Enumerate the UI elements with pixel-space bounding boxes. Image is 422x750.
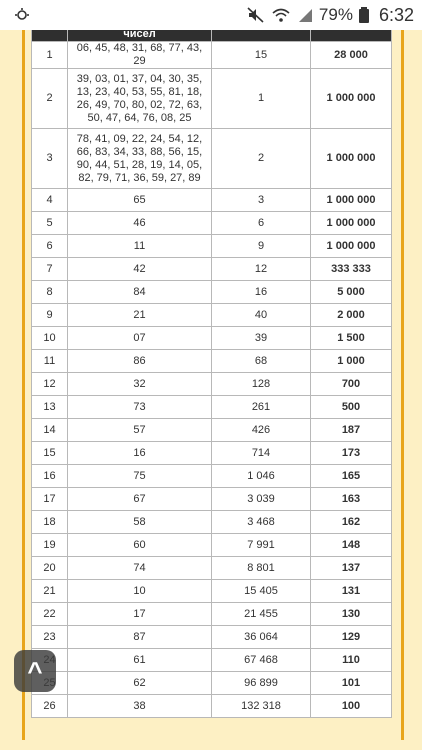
winners-cell: 36 064 — [212, 626, 311, 649]
scroll-to-top-button[interactable] — [14, 650, 56, 692]
numbers-cell: 06, 45, 48, 31, 68, 77, 43, 29 — [68, 42, 212, 69]
row-number-cell: 9 — [32, 304, 68, 327]
table-row — [32, 189, 392, 212]
winners-cell: 2 — [212, 129, 311, 189]
prize-cell: 129 — [311, 626, 392, 649]
table-row — [32, 649, 392, 672]
numbers-cell: 86 — [68, 350, 212, 373]
winners-cell: 8 801 — [212, 557, 311, 580]
row-number-cell: 14 — [32, 419, 68, 442]
numbers-cell: 73 — [68, 396, 212, 419]
prize-cell: 1 500 — [311, 327, 392, 350]
row-number-cell: 17 — [32, 488, 68, 511]
prize-cell: 1 000 — [311, 350, 392, 373]
prize-cell: 28 000 — [311, 42, 392, 69]
numbers-cell: 58 — [68, 511, 212, 534]
table-row — [32, 42, 392, 69]
table-row — [32, 511, 392, 534]
prize-cell: 148 — [311, 534, 392, 557]
header-cell-number — [32, 30, 68, 42]
signal-icon — [297, 7, 313, 23]
prize-cell: 5 000 — [311, 281, 392, 304]
table-row — [32, 419, 392, 442]
row-number-cell: 23 — [32, 626, 68, 649]
row-number-cell: 1 — [32, 42, 68, 69]
row-number-cell: 13 — [32, 396, 68, 419]
prize-cell: 130 — [311, 603, 392, 626]
winners-cell: 426 — [212, 419, 311, 442]
results-table — [31, 30, 392, 718]
numbers-cell: 61 — [68, 649, 212, 672]
table-row — [32, 557, 392, 580]
table-row — [32, 327, 392, 350]
row-number-cell: 10 — [32, 327, 68, 350]
numbers-cell: 38 — [68, 695, 212, 718]
numbers-cell: 39, 03, 01, 37, 04, 30, 35, 13, 23, 40, 53, 55, 81, 18, 26, 49, 70, 80, 02, 72, 63, 50, 47, 64, 76, 08, 25 — [68, 69, 212, 129]
prize-cell: 1 000 000 — [311, 212, 392, 235]
table-row — [32, 672, 392, 695]
table-body — [32, 42, 392, 718]
prize-cell: 1 000 000 — [311, 235, 392, 258]
numbers-cell: 42 — [68, 258, 212, 281]
row-number-cell: 18 — [32, 511, 68, 534]
numbers-cell: 21 — [68, 304, 212, 327]
table-row — [32, 373, 392, 396]
header-cell-numbers: чисел — [68, 30, 212, 42]
winners-cell: 1 046 — [212, 465, 311, 488]
numbers-cell: 84 — [68, 281, 212, 304]
row-number-cell: 26 — [32, 695, 68, 718]
header-cell-winners — [212, 30, 311, 42]
prize-cell: 700 — [311, 373, 392, 396]
winners-cell: 1 — [212, 69, 311, 129]
prize-cell: 1 000 000 — [311, 189, 392, 212]
numbers-cell: 60 — [68, 534, 212, 557]
winners-cell: 3 468 — [212, 511, 311, 534]
winners-cell: 714 — [212, 442, 311, 465]
table-row — [32, 281, 392, 304]
numbers-cell: 16 — [68, 442, 212, 465]
row-number-cell: 22 — [32, 603, 68, 626]
table-row — [32, 488, 392, 511]
page-content[interactable] — [0, 30, 422, 750]
row-number-cell: 7 — [32, 258, 68, 281]
row-number-cell: 15 — [32, 442, 68, 465]
table-row — [32, 465, 392, 488]
prize-cell: 500 — [311, 396, 392, 419]
prize-cell: 165 — [311, 465, 392, 488]
numbers-cell: 74 — [68, 557, 212, 580]
numbers-cell: 07 — [68, 327, 212, 350]
table-row — [32, 580, 392, 603]
numbers-cell: 87 — [68, 626, 212, 649]
winners-cell: 3 039 — [212, 488, 311, 511]
clock: 6:32 — [378, 4, 414, 25]
wifi-icon — [271, 7, 291, 23]
winners-cell: 96 899 — [212, 672, 311, 695]
numbers-cell: 67 — [68, 488, 212, 511]
winners-cell: 16 — [212, 281, 311, 304]
table-row — [32, 235, 392, 258]
numbers-cell: 17 — [68, 603, 212, 626]
numbers-cell: 78, 41, 09, 22, 24, 54, 12, 66, 83, 34, 33, 88, 56, 15, 90, 44, 51, 28, 19, 14, 05, 82, 79, 71, 36, 59, 27, 89 — [68, 129, 212, 189]
header-cell-prize — [311, 30, 392, 42]
row-number-cell: 12 — [32, 373, 68, 396]
winners-cell: 261 — [212, 396, 311, 419]
numbers-cell: 57 — [68, 419, 212, 442]
prize-cell: 173 — [311, 442, 392, 465]
row-number-cell: 11 — [32, 350, 68, 373]
prize-cell: 333 333 — [311, 258, 392, 281]
table-row — [32, 212, 392, 235]
prize-cell: 2 000 — [311, 304, 392, 327]
table-row — [32, 258, 392, 281]
row-number-cell: 2 — [32, 69, 68, 129]
numbers-cell: 65 — [68, 189, 212, 212]
battery-percent: 79% — [318, 5, 353, 24]
winners-cell: 40 — [212, 304, 311, 327]
winners-cell: 39 — [212, 327, 311, 350]
numbers-cell: 75 — [68, 465, 212, 488]
row-number-cell: 19 — [32, 534, 68, 557]
prize-cell: 1 000 000 — [311, 129, 392, 189]
prize-cell: 131 — [311, 580, 392, 603]
battery-icon — [359, 7, 369, 23]
prize-cell: 101 — [311, 672, 392, 695]
numbers-cell: 62 — [68, 672, 212, 695]
winners-cell: 15 405 — [212, 580, 311, 603]
prize-cell: 1 000 000 — [311, 69, 392, 129]
winners-cell: 132 318 — [212, 695, 311, 718]
table-row — [32, 129, 392, 189]
prize-cell: 187 — [311, 419, 392, 442]
table-row — [32, 69, 392, 129]
table-row — [32, 442, 392, 465]
table-row — [32, 350, 392, 373]
chevron-up-icon: ^ — [27, 655, 43, 686]
prize-cell: 100 — [311, 695, 392, 718]
row-number-cell: 5 — [32, 212, 68, 235]
row-number-cell: 8 — [32, 281, 68, 304]
numbers-cell: 10 — [68, 580, 212, 603]
row-number-cell: 16 — [32, 465, 68, 488]
row-number-cell: 21 — [32, 580, 68, 603]
winners-cell: 3 — [212, 189, 311, 212]
prize-cell: 110 — [311, 649, 392, 672]
row-number-cell: 6 — [32, 235, 68, 258]
winners-cell: 68 — [212, 350, 311, 373]
winners-cell: 21 455 — [212, 603, 311, 626]
sync-icon — [12, 7, 32, 23]
row-number-cell: 3 — [32, 129, 68, 189]
numbers-cell: 11 — [68, 235, 212, 258]
numbers-cell: 32 — [68, 373, 212, 396]
mute-icon — [247, 7, 265, 23]
winners-cell: 67 468 — [212, 649, 311, 672]
winners-cell: 9 — [212, 235, 311, 258]
winners-cell: 128 — [212, 373, 311, 396]
winners-cell: 15 — [212, 42, 311, 69]
table-row — [32, 695, 392, 718]
row-number-cell: 20 — [32, 557, 68, 580]
status-bar — [0, 0, 422, 30]
prize-cell: 137 — [311, 557, 392, 580]
prize-cell: 163 — [311, 488, 392, 511]
table-row — [32, 534, 392, 557]
table-row — [32, 396, 392, 419]
prize-cell: 162 — [311, 511, 392, 534]
winners-cell: 12 — [212, 258, 311, 281]
winners-cell: 6 — [212, 212, 311, 235]
table-row — [32, 626, 392, 649]
winners-cell: 7 991 — [212, 534, 311, 557]
row-number-cell: 4 — [32, 189, 68, 212]
table-row — [32, 603, 392, 626]
numbers-cell: 46 — [68, 212, 212, 235]
table-row — [32, 304, 392, 327]
